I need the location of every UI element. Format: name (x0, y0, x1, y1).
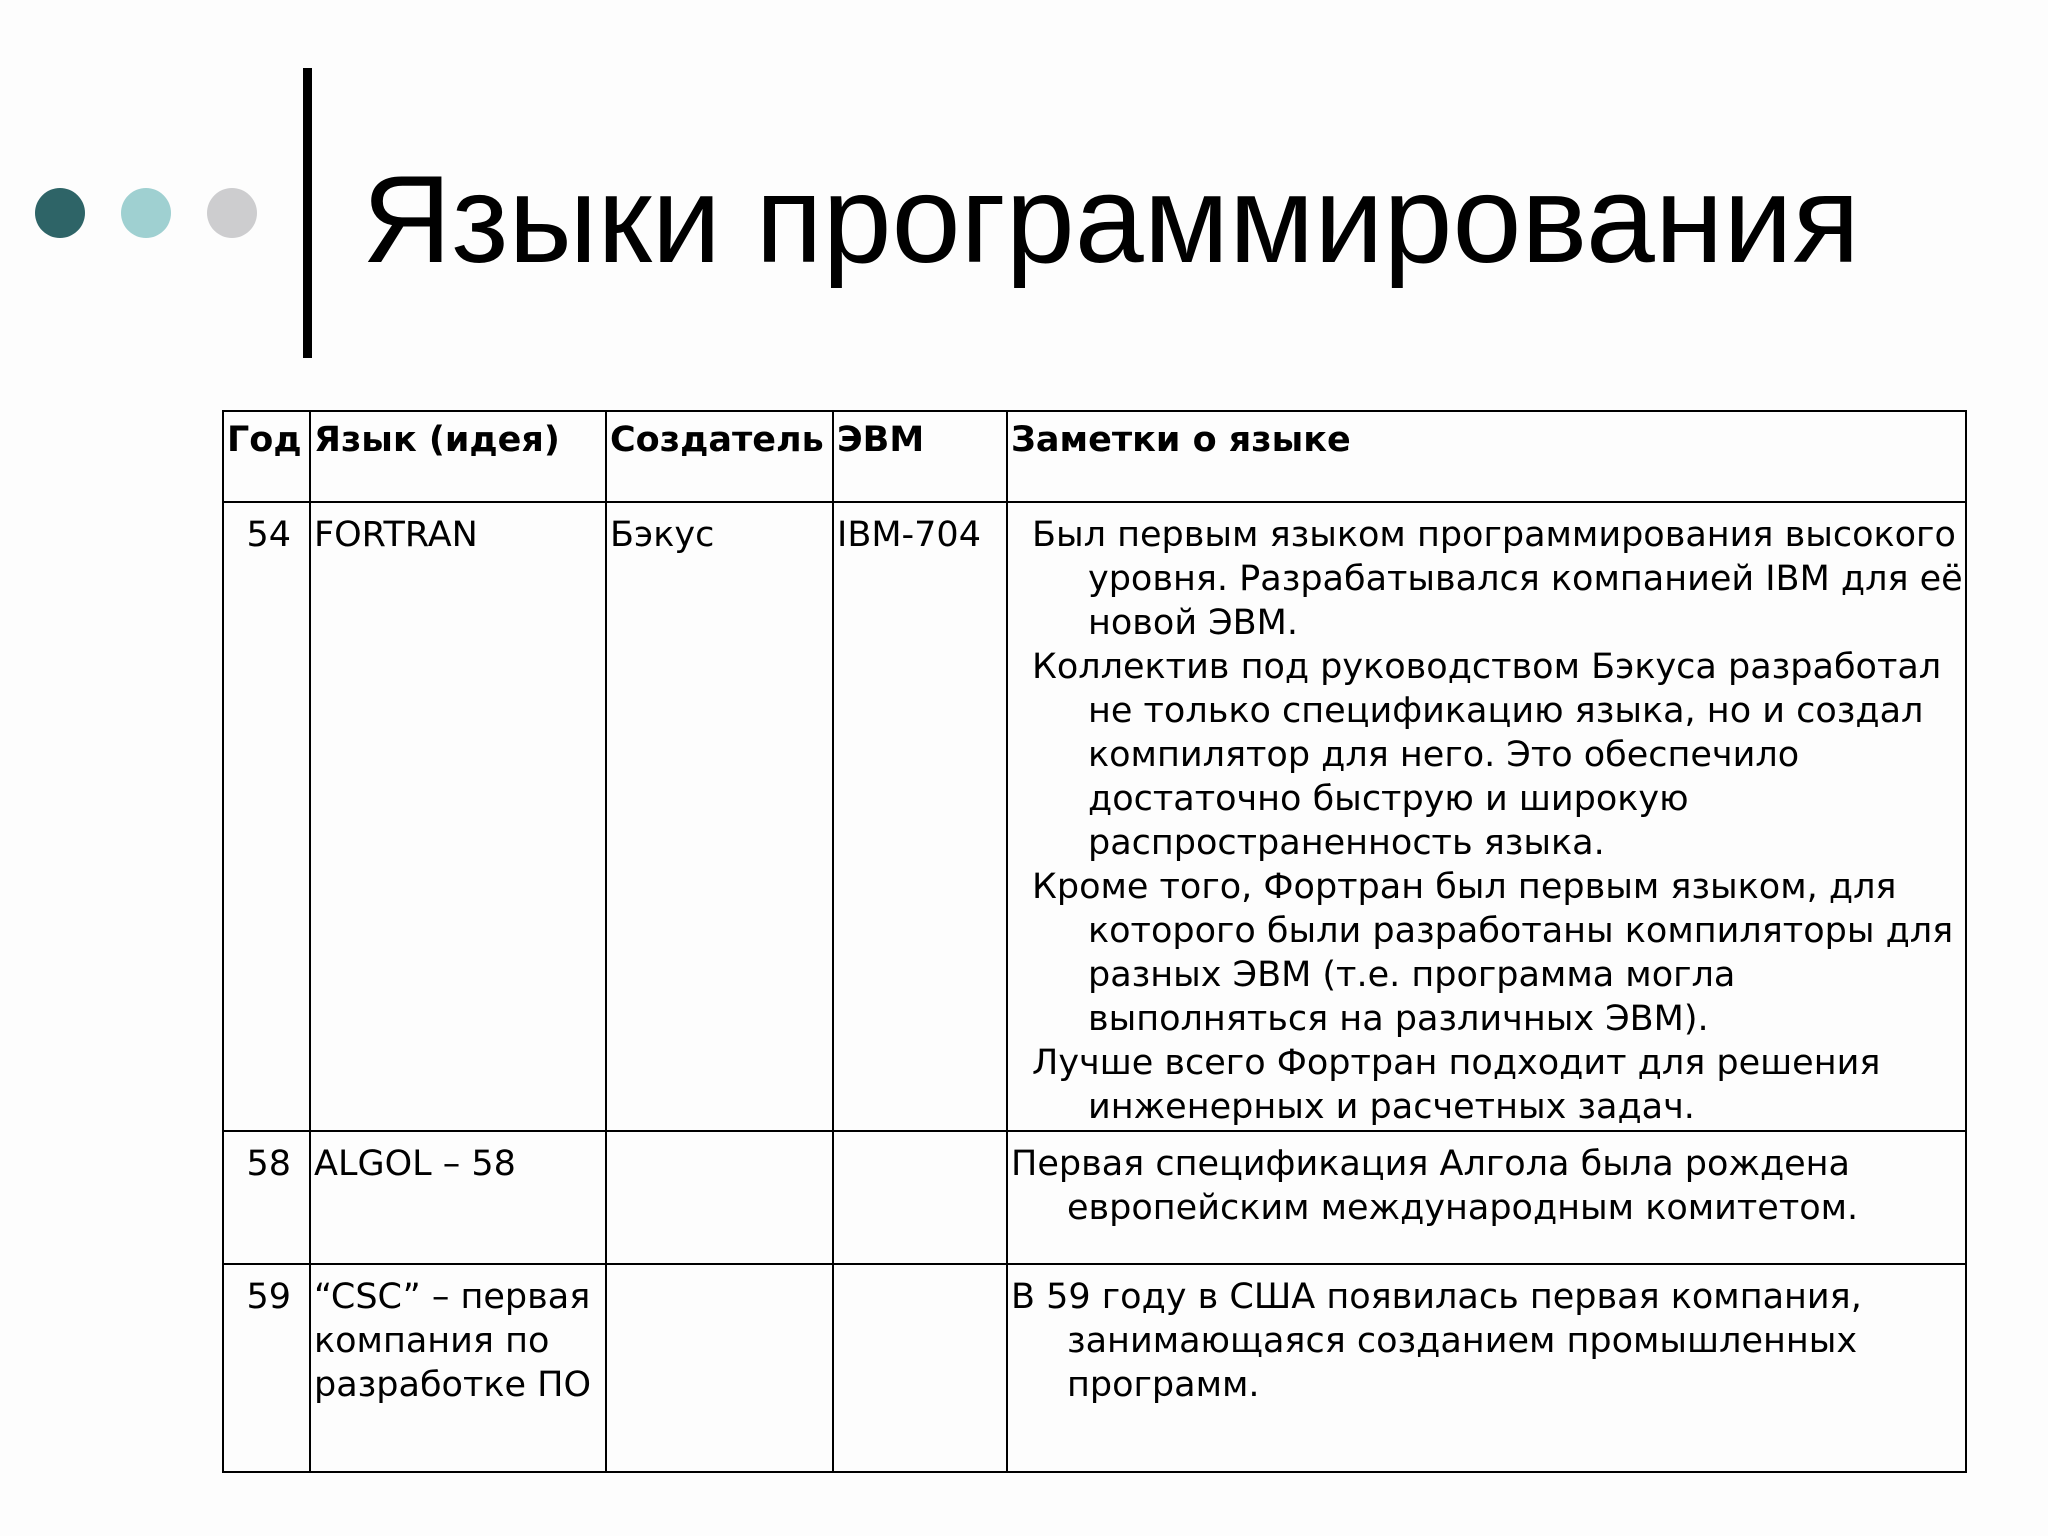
slide-title: Языки программирования (362, 151, 1860, 289)
cell-notes (1007, 502, 1966, 1131)
table-header-row (223, 411, 1966, 502)
cell-computer: IBM-704 (833, 502, 1007, 1131)
title-divider (303, 68, 312, 358)
cell-notes (1007, 1131, 1966, 1264)
note-paragraph: Коллектив под руководством Бэкуса разработал не только спецификацию языка, но и создал компилятор для него. Это обеспечило достаточно быструю и широкую распространенность языка. (1032, 647, 1942, 863)
cell-language: FORTRAN (310, 502, 606, 1131)
cell-computer (833, 1264, 1007, 1472)
cell-creator (606, 1264, 833, 1472)
cell-year: 59 (223, 1264, 310, 1472)
languages-table (222, 410, 1967, 1473)
header-year: Год (223, 411, 310, 502)
cell-computer (833, 1131, 1007, 1264)
note-paragraph: Был первым языком программирования высокого уровня. Разрабатывался компанией IBM для её новой ЭВМ. (1032, 515, 1963, 643)
cell-creator (606, 1131, 833, 1264)
note-paragraph: В 59 году в США появилась первая компания, занимающаяся созданием промышленных программ. (1011, 1277, 1862, 1405)
note-paragraph: Лучше всего Фортран подходит для решения инженерных и расчетных задач. (1032, 1043, 1881, 1127)
table-row (223, 1131, 1966, 1264)
decorative-dot-light (121, 188, 171, 238)
decorative-dot-dark (35, 188, 85, 238)
cell-notes (1007, 1264, 1966, 1472)
cell-creator: Бэкус (606, 502, 833, 1131)
header-language: Язык (идея) (310, 411, 606, 502)
cell-language: ALGOL – 58 (310, 1131, 606, 1264)
cell-year: 54 (223, 502, 310, 1131)
table-row (223, 1264, 1966, 1472)
note-paragraph: Кроме того, Фортран был первым языком, для которого были разработаны компиляторы для разных ЭВМ (т.е. программа могла выполняться на различных ЭВМ). (1032, 867, 1954, 1039)
cell-year: 58 (223, 1131, 310, 1264)
header-creator: Создатель (606, 411, 833, 502)
note-paragraph: Первая спецификация Алгола была рождена европейским международным комитетом. (1011, 1144, 1859, 1228)
header-notes: Заметки о языке (1007, 411, 1966, 502)
header-computer: ЭВМ (833, 411, 1007, 502)
decorative-dot-gray (207, 188, 257, 238)
cell-language: “CSC” – первая компания по разработке ПО (310, 1264, 606, 1472)
table-row (223, 502, 1966, 1131)
